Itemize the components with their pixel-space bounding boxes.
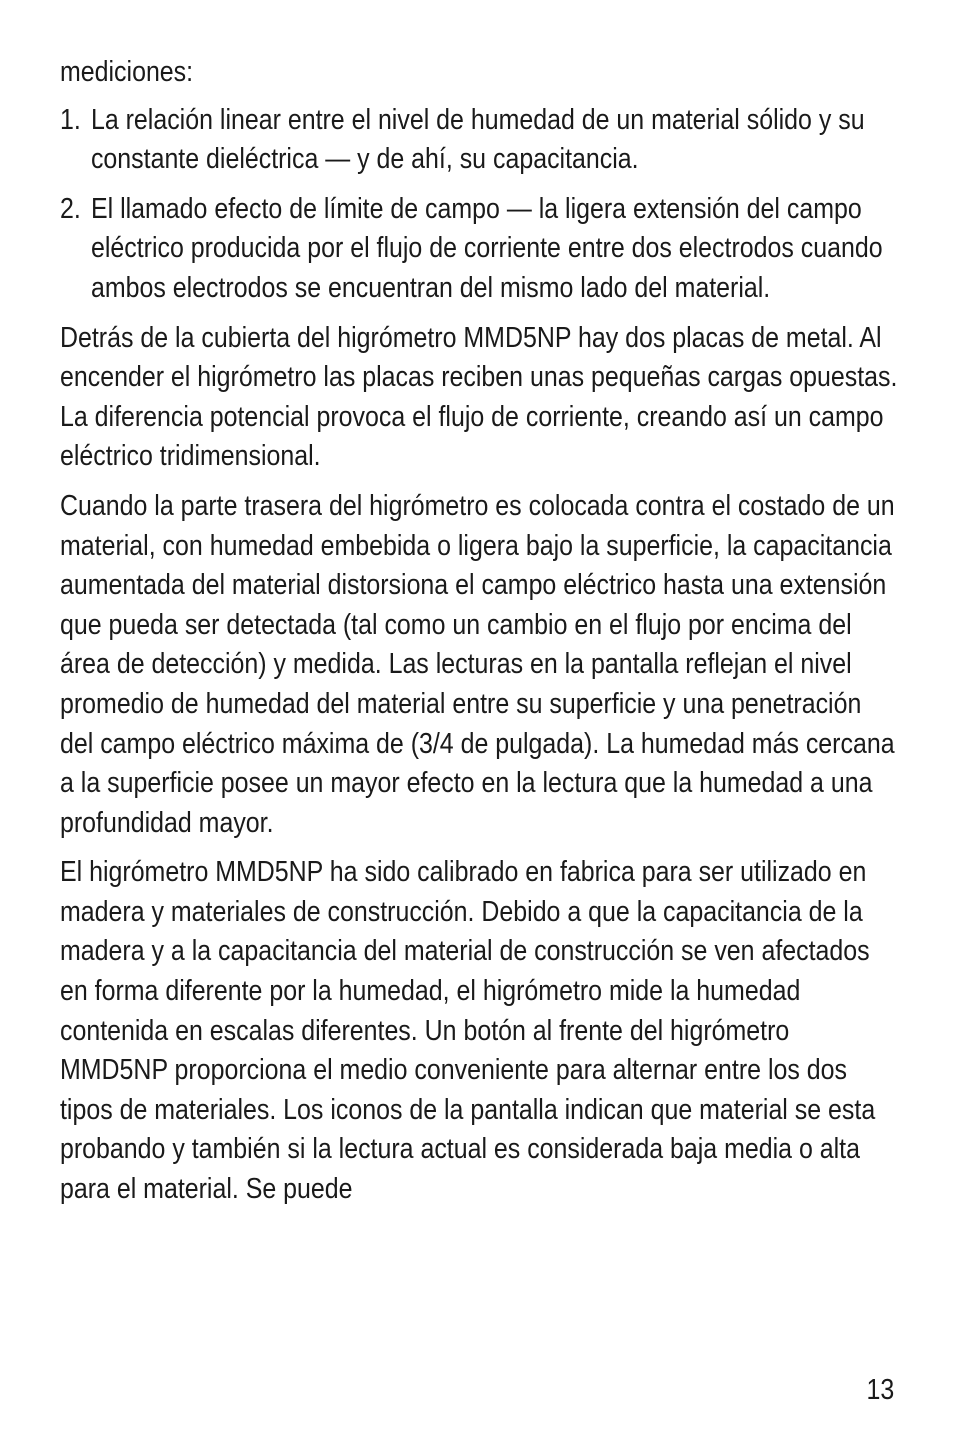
numbered-list [60, 101, 899, 309]
lead-text: mediciones: [60, 56, 194, 88]
paragraph-calibration: El higrómetro MMD5NP ha sido calibrado en fabrica para ser utilizado en madera y materiales de construcción. Debido a que la capacitancia de la madera y a la capacitancia del material de construcción se ven afectados en forma diferente por la humedad, el higrómetro mide la humedad contenida en escalas diferentes. Un botón al frente del higrómetro MMD5NP proporciona el medio conveniente para alternar entre los dos tipos de materiales. Los iconos de la pantalla indican que material se esta probando y también si la lectura actual es considerada baja media o alta para el material. Se puede [60, 856, 876, 1206]
list-item [60, 101, 899, 180]
paragraph-capacitance: Cuando la parte trasera del higrómetro es colocada contra el costado de un material, con humedad embebida o ligera bajo la superficie, la capacitancia aumentada del material distorsiona el campo eléctrico hasta una extensión que pueda ser detectada (tal como un cambio en el flujo por encima del área de detección) y medida. Las lecturas en la pantalla reflejan el nivel promedio de humedad del material entre su superficie y una penetración del campo eléctrico máxima de (3/4 de pulgada). La humedad más cercana a la superficie posee un mayor efecto en la lectura que la humedad a una profundidad mayor. [60, 489, 895, 839]
list-item-number: 2. [60, 192, 81, 225]
list-item-number: 1. [60, 103, 81, 136]
paragraph-metal-plates: Detrás de la cubierta del higrómetro MMD5NP hay dos placas de metal. Al encender el higrómetro las placas reciben unas pequeñas cargas opuestas. La diferencia potencial provoca el flujo de corriente, creando así un campo eléctrico tridimensional. [60, 321, 898, 473]
page-number: 13 [866, 1374, 894, 1406]
list-item [60, 190, 899, 309]
list-item-text: El llamado efecto de límite de campo — la ligera extensión del campo eléctrico producida por el flujo de corriente entre dos electrodos cuando ambos electrodos se encuentran del mismo lado del material. [90, 192, 883, 304]
document-page [60, 53, 899, 1220]
list-item-text: La relación linear entre el nivel de humedad de un material sólido y su constante dieléctrica — y de ahí, su capacitancia. [90, 103, 865, 176]
